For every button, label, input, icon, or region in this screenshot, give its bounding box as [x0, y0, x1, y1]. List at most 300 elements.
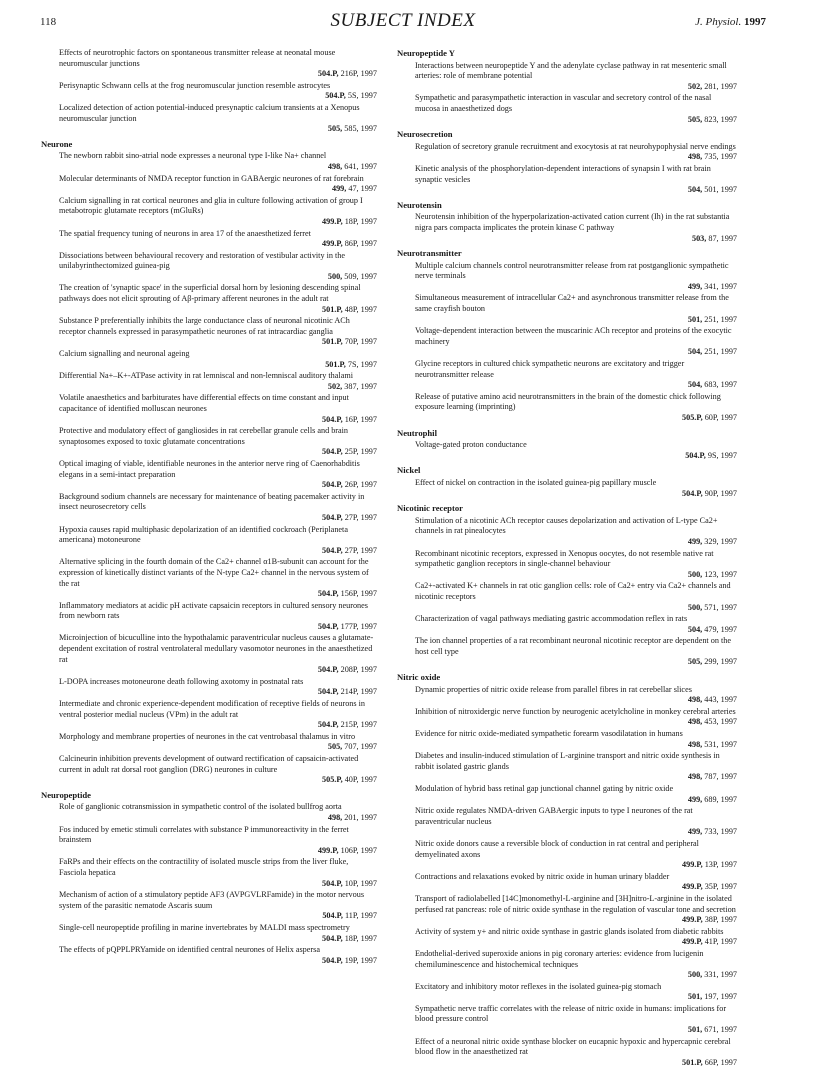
entry-page: 341, 1997	[704, 281, 737, 291]
entry-reference	[415, 347, 737, 358]
index-entry	[59, 251, 377, 283]
entry-title: Inflammatory mediators at acidic pH activate capsaicin receptors in cultured sensory neurones from newborn rats	[59, 600, 368, 621]
entry-reference	[415, 625, 737, 636]
entry-reference	[59, 305, 377, 316]
entry-volume: 498,	[687, 695, 703, 705]
entry-page: 823, 1997	[704, 114, 737, 124]
entry-title: Diabetes and insulin-induced stimulation of L-arginine transport and nitric oxide synthesis in rabbit isolated gastric glands	[415, 751, 720, 771]
entry-volume: 504.P,	[322, 878, 343, 888]
entry-volume: 504.P,	[322, 480, 343, 490]
entry-reference	[415, 717, 737, 728]
index-entry	[415, 392, 737, 424]
index-section	[397, 200, 737, 244]
entry-volume: 498,	[687, 739, 703, 749]
entry-page: 683, 1997	[704, 380, 737, 390]
entry-page: 10P, 1997	[344, 878, 377, 888]
entry-page: 38P, 1997	[704, 915, 737, 925]
index-entry	[415, 142, 737, 163]
entry-page: 9S, 1997	[707, 450, 737, 460]
entry-reference	[59, 934, 377, 945]
index-entry	[59, 316, 377, 348]
entry-reference	[59, 480, 377, 491]
entry-title: Intermediate and chronic experience-dependent modification of receptive fields of neurons in ventral posterior medial nucleus (VPm) in the adult rat	[59, 699, 365, 719]
section-heading: Neuropeptide	[41, 789, 91, 800]
index-section	[397, 672, 737, 1068]
entry-volume: 499,	[331, 184, 347, 194]
entry-volume: 504.P,	[685, 450, 706, 460]
index-entry	[415, 478, 737, 499]
entry-page: 215P, 1997	[340, 720, 377, 730]
entry-reference	[415, 570, 737, 581]
entry-reference	[59, 846, 377, 857]
entry-reference	[59, 546, 377, 557]
entry-page: 26P, 1997	[344, 480, 377, 490]
entry-page: 7S, 1997	[347, 359, 377, 369]
entry-title: Volatile anaesthetics and barbiturates have differential effects on time constant and input capacitance of identified molluscan neurones	[59, 393, 349, 413]
entry-title: Inhibition of nitroxidergic nerve function by neurogenic acetylcholine in monkey cerebral arteries	[415, 706, 736, 716]
entry-reference	[415, 827, 737, 838]
entry-page: 501, 1997	[704, 185, 737, 195]
entry-page: 27P, 1997	[344, 512, 377, 522]
index-entry	[415, 440, 737, 461]
entry-volume: 504,	[687, 347, 703, 357]
index-entry	[59, 196, 377, 228]
entry-volume: 505.P,	[682, 413, 703, 422]
index-entry	[415, 61, 737, 93]
index-entry	[59, 525, 377, 557]
entry-page: 47, 1997	[348, 184, 377, 194]
entry-reference	[59, 124, 377, 135]
entry-title: Calcineurin inhibition prevents development of outward rectification of capsaicin-activated current in adult rat dorsal root ganglion (DRG) neurones in culture	[59, 754, 359, 774]
entry-reference	[59, 360, 377, 371]
right-column	[397, 48, 737, 1072]
entry-reference	[415, 282, 737, 293]
index-section	[397, 129, 737, 196]
entry-page: 87, 1997	[708, 233, 737, 243]
entry-title: Activity of system y+ and nitric oxide synthase in gastric glands isolated from diabetic rabbits	[415, 926, 724, 936]
entry-title: Alternative splicing in the fourth domain of the Ca2+ channel α1B-subunit can account for the expression of kinetically distinct variants of the N-type Ca2+ channel in the nervous system of the rat	[59, 557, 369, 588]
index-entry	[415, 894, 737, 926]
entry-title: Voltage-gated proton conductance	[415, 440, 527, 450]
entry-reference	[415, 115, 737, 126]
entry-reference	[59, 239, 377, 250]
entry-volume: 503,	[691, 233, 707, 243]
entry-title: Dissociations between behavioural recovery and restoration of vestibular activity in the unilabyrinthectomized guinea-pig	[59, 250, 346, 271]
entry-page: 197, 1997	[704, 992, 737, 1002]
entry-volume: 501,	[687, 992, 703, 1002]
entry-reference	[59, 217, 377, 228]
entry-title: Excitatory and inhibitory motor reflexes in the isolated guinea-pig stomach	[415, 981, 662, 991]
entry-title: The ion channel properties of a rat recombinant neuronal nicotinic receptor are dependent on the host cell type	[415, 636, 731, 656]
entry-volume: 504.P,	[317, 665, 339, 675]
entry-reference	[59, 447, 377, 458]
entry-reference	[415, 1025, 737, 1036]
entry-volume: 505,	[327, 124, 343, 134]
entry-volume: 504.P,	[317, 69, 339, 79]
entry-volume: 505,	[687, 657, 703, 667]
entry-volume: 498,	[687, 152, 703, 162]
entry-reference	[59, 69, 377, 80]
index-entry	[415, 806, 737, 838]
entry-reference	[415, 82, 737, 93]
entry-title: Release of putative amino acid neurotransmitters in the brain of the domestic chick following exposure learning (imprinting)	[415, 391, 721, 412]
entry-reference	[415, 451, 737, 462]
index-entry	[59, 283, 377, 315]
entry-volume: 499,	[687, 281, 703, 291]
entry-title: Stimulation of a nicotinic ACh receptor causes depolarization and activation of L-type Ca2+ channels in rat pinealocytes	[415, 515, 718, 536]
entry-volume: 502,	[327, 381, 343, 391]
entry-volume: 504.P,	[322, 447, 343, 457]
entry-title: Contractions and relaxations evoked by nitric oxide in human urinary bladder	[415, 871, 670, 881]
entry-volume: 504.P,	[322, 955, 343, 965]
entry-volume: 499.P,	[682, 882, 703, 892]
entry-volume: 499.P,	[682, 915, 703, 925]
index-entry	[415, 784, 737, 805]
index-entry	[59, 633, 377, 675]
index-entry	[59, 371, 377, 392]
entry-volume: 504.P,	[682, 488, 703, 498]
section-heading: Nitric oxide	[397, 672, 441, 683]
entry-volume: 504,	[687, 380, 703, 390]
entry-page: 531, 1997	[704, 739, 737, 749]
index-entry	[415, 614, 737, 635]
page-header	[40, 10, 766, 36]
entry-page: 251, 1997	[704, 314, 737, 324]
entry-title: Endothelial-derived superoxide anions in pig coronary arteries: evidence from lucigenin chemiluminescence and histochemical techniques	[415, 948, 704, 969]
section-heading: Neutrophil	[397, 427, 437, 438]
index-entry	[59, 426, 377, 458]
entry-volume: 499,	[687, 827, 703, 837]
entry-title: Transport of radiolabelled [14C]monomethyl-L-arginine and [3H]nitro-L-arginine in the isolated perfused rat pancreas: role of nitric oxide synthase in the regulation of vascular tone and secretion	[415, 893, 736, 914]
index-entry	[415, 516, 737, 548]
index-entry	[415, 581, 737, 613]
entry-volume: 499,	[687, 536, 703, 546]
entry-page: 123, 1997	[704, 569, 737, 579]
entry-title: Neurotensin inhibition of the hyperpolarization-activated cation current (Ih) in the rat substantia nigra pars compacta implicates the protein kinase C pathway	[415, 212, 730, 232]
index-entry	[59, 103, 377, 135]
entry-page: 25P, 1997	[344, 447, 377, 457]
section-heading: Nicotinic receptor	[397, 503, 463, 514]
index-entry	[415, 949, 737, 981]
entry-title: Dynamic properties of nitric oxide release from parallel fibres in rat cerebellar slices	[415, 684, 692, 694]
entry-reference	[59, 622, 377, 633]
entry-page: 251, 1997	[704, 347, 737, 357]
entry-reference	[59, 742, 377, 753]
index-entry	[59, 802, 377, 823]
entry-volume: 499.P,	[682, 860, 703, 870]
entry-title: Sympathetic nerve traffic correlates with the release of nitric oxide in humans: implications for blood pressure control	[415, 1003, 727, 1024]
entry-page: 106P, 1997	[340, 845, 377, 855]
entry-volume: 504,	[687, 185, 703, 195]
index-entry	[415, 549, 737, 581]
left-column	[41, 48, 377, 970]
entry-reference	[415, 315, 737, 326]
entry-volume: 499,	[687, 794, 703, 804]
entry-reference	[59, 879, 377, 890]
section-heading: Neurotensin	[397, 199, 442, 210]
entry-page: 479, 1997	[704, 624, 737, 634]
index-entry	[415, 326, 737, 358]
entry-title: Regulation of secretory granule recruitment and exocytosis at rat neurohypophysial nerve endings	[415, 141, 736, 151]
entry-page: 707, 1997	[344, 742, 377, 752]
entry-volume: 498,	[687, 717, 703, 727]
entry-reference	[415, 537, 737, 548]
page-number: 118	[40, 16, 57, 28]
entry-title: Differential Na+–K+-ATPase activity in rat lemniscal and non-lemniscal auditory thalami	[59, 371, 353, 381]
entry-volume: 504.P,	[317, 589, 339, 599]
entry-page: 41P, 1997	[704, 937, 737, 947]
entry-title: Sympathetic and parasympathetic interaction in vascular and secretory control of the nasal mucosa in anaesthetized dogs	[415, 93, 712, 113]
entry-title: Mechanism of action of a stimulatory peptide AF3 (AVPGVLRFamide) in the motor nervous system of the parasitic nematode Ascaris suum	[59, 890, 365, 910]
entry-title: Interactions between neuropeptide Y and the adenylate cyclase pathway in rat mesenteric small arteries: role of membrane potential	[415, 60, 727, 81]
entry-page: 443, 1997	[704, 695, 737, 705]
entry-title: Kinetic analysis of the phosphorylation-dependent interactions of synapsin I with rat brain synaptic vesicles	[415, 163, 711, 184]
entry-page: 281, 1997	[704, 81, 737, 91]
index-entry	[59, 393, 377, 425]
index-entry	[415, 1004, 737, 1036]
entry-reference	[59, 272, 377, 283]
entry-title: Perisynaptic Schwann cells at the frog neuromuscular junction resemble astrocytes	[59, 80, 331, 90]
entry-volume: 500,	[327, 271, 343, 281]
entry-page: 329, 1997	[704, 536, 737, 546]
entry-volume: 501.P,	[682, 1057, 703, 1067]
index-entry	[59, 601, 377, 633]
entry-title: Protective and modulatory effect of gangliosides in rat cerebellar granule cells and brain synaptosomes exposed to toxic glutamate concentrations	[59, 426, 349, 446]
entry-page: 18P, 1997	[344, 933, 377, 943]
entry-title: Fos induced by emetic stimuli correlates with substance P immunoreactivity in the ferret brainstem	[59, 824, 349, 845]
entry-page: 331, 1997	[704, 970, 737, 980]
entry-page: 299, 1997	[704, 657, 737, 667]
entry-volume: 504.P,	[322, 933, 343, 943]
index-entry	[59, 857, 377, 889]
entry-page: 5S, 1997	[347, 91, 377, 101]
index-entry	[415, 636, 737, 668]
entry-title: Characterization of vagal pathways mediating gastric accommodation reflex in rats	[415, 614, 688, 624]
index-entry	[415, 707, 737, 728]
entry-reference	[415, 740, 737, 751]
index-section	[397, 48, 737, 125]
entry-volume: 501,	[687, 1025, 703, 1035]
index-entry	[59, 48, 377, 80]
entry-reference	[59, 813, 377, 824]
entry-page: 11P, 1997	[345, 911, 377, 921]
entry-page: 216P, 1997	[340, 69, 377, 79]
entry-title: Morphology and membrane properties of neurones in the cat ventrobasal thalamus in vitro	[59, 731, 356, 741]
entry-volume: 499.P,	[317, 845, 339, 855]
entry-volume: 499.P,	[682, 937, 703, 947]
entry-page: 735, 1997	[704, 152, 737, 162]
entry-page: 90P, 1997	[704, 488, 737, 498]
entry-reference	[59, 513, 377, 524]
entry-page: 214P, 1997	[340, 687, 377, 697]
entry-page: 27P, 1997	[344, 545, 377, 555]
entry-page: 86P, 1997	[344, 239, 377, 249]
entry-title: The creation of 'synaptic space' in the superficial dorsal horn by lesioning descending spinal pathways does not elicit sprouting of Aβ-primary afferent neurones in the adult rat	[59, 283, 361, 304]
entry-reference	[415, 860, 737, 871]
page-title: SUBJECT INDEX	[330, 10, 476, 31]
journal-name: J. Physiol.	[695, 16, 742, 28]
index-entry	[59, 890, 377, 922]
entry-volume: 499.P,	[322, 216, 343, 226]
entry-title: Modulation of hybrid bass retinal gap junctional channel gating by nitric oxide	[415, 784, 674, 793]
entry-reference	[415, 795, 737, 806]
index-section	[41, 790, 377, 967]
entry-title: Effect of a neuronal nitric oxide synthase blocker on eucapnic hypoxic and hypercapnic cerebral blood flow in the anaesthetized rat	[415, 1036, 731, 1057]
entry-title: Nitric oxide donors cause a reversible block of conduction in rat central and peripheral demyelinated axons	[415, 838, 699, 859]
entry-page: 733, 1997	[704, 827, 737, 837]
entry-title: Hypoxia causes rapid multiphasic depolarization of an identified cockroach (Periplaneta americana) motoneurone	[59, 524, 348, 545]
section-heading: Neurotransmitter	[397, 248, 462, 259]
index-entry	[59, 229, 377, 250]
entry-page: 156P, 1997	[340, 589, 377, 599]
entry-page: 35P, 1997	[704, 882, 737, 892]
entry-page: 585, 1997	[344, 124, 377, 134]
entry-reference	[415, 915, 737, 926]
section-heading: Neurosecretion	[397, 129, 453, 140]
entry-page: 19P, 1997	[344, 955, 377, 965]
entry-title: Role of ganglionic cotransmission in sympathetic control of the isolated bullfrog aorta	[59, 802, 342, 812]
index-entry	[59, 923, 377, 944]
index-entry	[415, 839, 737, 871]
entry-reference	[59, 415, 377, 426]
entry-volume: 504.P,	[317, 621, 339, 631]
entry-reference	[415, 695, 737, 706]
entry-reference	[59, 184, 377, 195]
index-section	[41, 139, 377, 786]
index-entry	[415, 729, 737, 750]
entry-title: FaRPs and their effects on the contractility of isolated muscle strips from the liver fluke, Fasciola hepatica	[59, 857, 349, 877]
journal-year: 1997	[744, 16, 766, 28]
index-entry	[59, 754, 377, 786]
entry-reference	[415, 152, 737, 163]
entry-volume: 504.P,	[322, 911, 343, 921]
index-section	[41, 48, 377, 135]
entry-reference	[415, 234, 737, 245]
index-entry	[59, 732, 377, 753]
index-entry	[59, 459, 377, 491]
entry-title: The newborn rabbit sino-atrial node expresses a neuronal type I-like Na+ channel	[59, 151, 327, 161]
entry-volume: 505,	[687, 114, 703, 124]
index-entry	[59, 492, 377, 524]
entry-page: 208P, 1997	[340, 665, 377, 675]
index-entry	[415, 164, 737, 196]
entry-volume: 501.P,	[322, 304, 343, 314]
index-entry	[59, 81, 377, 102]
index-entry	[415, 685, 737, 706]
entry-volume: 504.P,	[322, 512, 343, 522]
entry-volume: 500,	[687, 569, 703, 579]
entry-volume: 501.P,	[325, 359, 346, 369]
section-heading: Nickel	[397, 465, 421, 476]
entry-reference	[59, 382, 377, 393]
entry-reference	[415, 657, 737, 668]
entry-reference	[59, 665, 377, 676]
index-entry	[59, 699, 377, 731]
entry-reference	[415, 992, 737, 1003]
section-heading: Neurone	[41, 138, 73, 149]
entry-volume: 504.P,	[317, 687, 339, 697]
index-entry	[59, 677, 377, 698]
entry-volume: 504.P,	[325, 91, 346, 101]
entry-volume: 504,	[687, 624, 703, 634]
entry-title: Localized detection of action potential-induced presynaptic calcium transients at a Xenopus neuromuscular junction	[59, 102, 360, 123]
index-entry	[59, 174, 377, 195]
entry-volume: 500,	[687, 602, 703, 612]
entry-volume: 504.P,	[322, 414, 343, 424]
entry-page: 671, 1997	[704, 1025, 737, 1035]
entry-volume: 502,	[687, 81, 703, 91]
entry-title: Background sodium channels are necessary for maintenance of beating pacemaker activity in insect neurosecretory cells	[59, 491, 365, 512]
entry-title: Multiple calcium channels control neurotransmitter release from rat postganglionic sympathetic nerve terminals	[415, 260, 729, 281]
entry-reference	[415, 882, 737, 893]
index-section	[397, 503, 737, 668]
entry-title: Glycine receptors in cultured chick sympathetic neurons are excitatory and trigger neurotransmitter release	[415, 359, 685, 379]
entry-page: 40P, 1997	[344, 775, 377, 785]
entry-volume: 498,	[687, 772, 703, 782]
entry-page: 641, 1997	[344, 161, 377, 171]
entry-volume: 501.P,	[322, 337, 343, 347]
entry-reference	[415, 185, 737, 196]
index-section	[397, 428, 737, 462]
entry-title: The spatial frequency tuning of neurons in area 17 of the anaesthetized ferret	[59, 228, 311, 238]
index-entry	[415, 872, 737, 893]
entry-title: Simultaneous measurement of intracellular Ca2+ and asynchronous transmitter release from the same crayfish bouton	[415, 293, 729, 314]
entry-title: L-DOPA increases motoneurone death following axotomy in postnatal rats	[59, 676, 304, 686]
entry-page: 13P, 1997	[704, 860, 737, 870]
entry-page: 66P, 1997	[704, 1057, 737, 1067]
index-entry	[415, 982, 737, 1003]
index-entry	[59, 349, 377, 370]
entry-volume: 499.P,	[322, 239, 343, 249]
entry-volume: 500,	[687, 970, 703, 980]
entry-title: Recombinant nicotinic receptors, expressed in Xenopus oocytes, do not resemble native rat sympathetic ganglion receptors in single-channel behaviour	[415, 548, 714, 569]
entry-reference	[59, 91, 377, 102]
entry-reference	[415, 489, 737, 500]
entry-reference	[59, 589, 377, 600]
entry-reference	[59, 162, 377, 173]
entry-title: Molecular determinants of NMDA receptor function in GABAergic neurones of rat forebrain	[59, 173, 364, 183]
entry-page: 60P, 1997	[704, 413, 737, 422]
entry-title: Single-cell neuropeptide profiling in marine invertebrates by MALDI mass spectrometry	[59, 922, 350, 932]
entry-reference	[415, 603, 737, 614]
entry-page: 16P, 1997	[344, 414, 377, 424]
entry-page: 18P, 1997	[344, 216, 377, 226]
entry-volume: 501,	[687, 314, 703, 324]
entry-page: 177P, 1997	[340, 621, 377, 631]
entry-title: Optical imaging of viable, identifiable neurones in the anterior nerve ring of Caenorhabditis elegans in a semi-intact preparation	[59, 458, 360, 479]
entry-page: 70P, 1997	[344, 337, 377, 347]
entry-title: Calcium signalling in rat cortical neurones and glia in culture following activation of group I metabotropic glutamate receptors (mGluRs)	[59, 195, 363, 216]
index-entry	[59, 557, 377, 599]
entry-volume: 504.P,	[317, 720, 339, 730]
entry-title: Substance P preferentially inhibits the large conductance class of neuronal nicotinic ACh receptor channels expressed in parasympathetic neurones of rat intracardiac ganglia	[59, 316, 350, 336]
entry-reference	[415, 937, 737, 948]
entry-title: The effects of pQPPLPRYamide on identified central neurones of Helix aspersa	[59, 945, 320, 955]
entry-reference	[415, 772, 737, 783]
index-entry	[415, 751, 737, 783]
entry-title: Ca2+-activated K+ channels in rat otic ganglion cells: role of Ca2+ entry via Ca2+ channels and nicotinic receptors	[415, 581, 731, 601]
entry-reference	[415, 1058, 737, 1069]
index-entry	[415, 1037, 737, 1069]
index-entry	[415, 261, 737, 293]
index-entry	[59, 945, 377, 966]
index-entry	[59, 825, 377, 857]
entry-reference	[59, 687, 377, 698]
entry-page: 571, 1997	[704, 602, 737, 612]
index-entry	[415, 359, 737, 391]
entry-title: Effects of neurotrophic factors on spontaneous transmitter release at neonatal mouse neuromuscular junctions	[59, 48, 336, 68]
index-section	[397, 465, 737, 499]
